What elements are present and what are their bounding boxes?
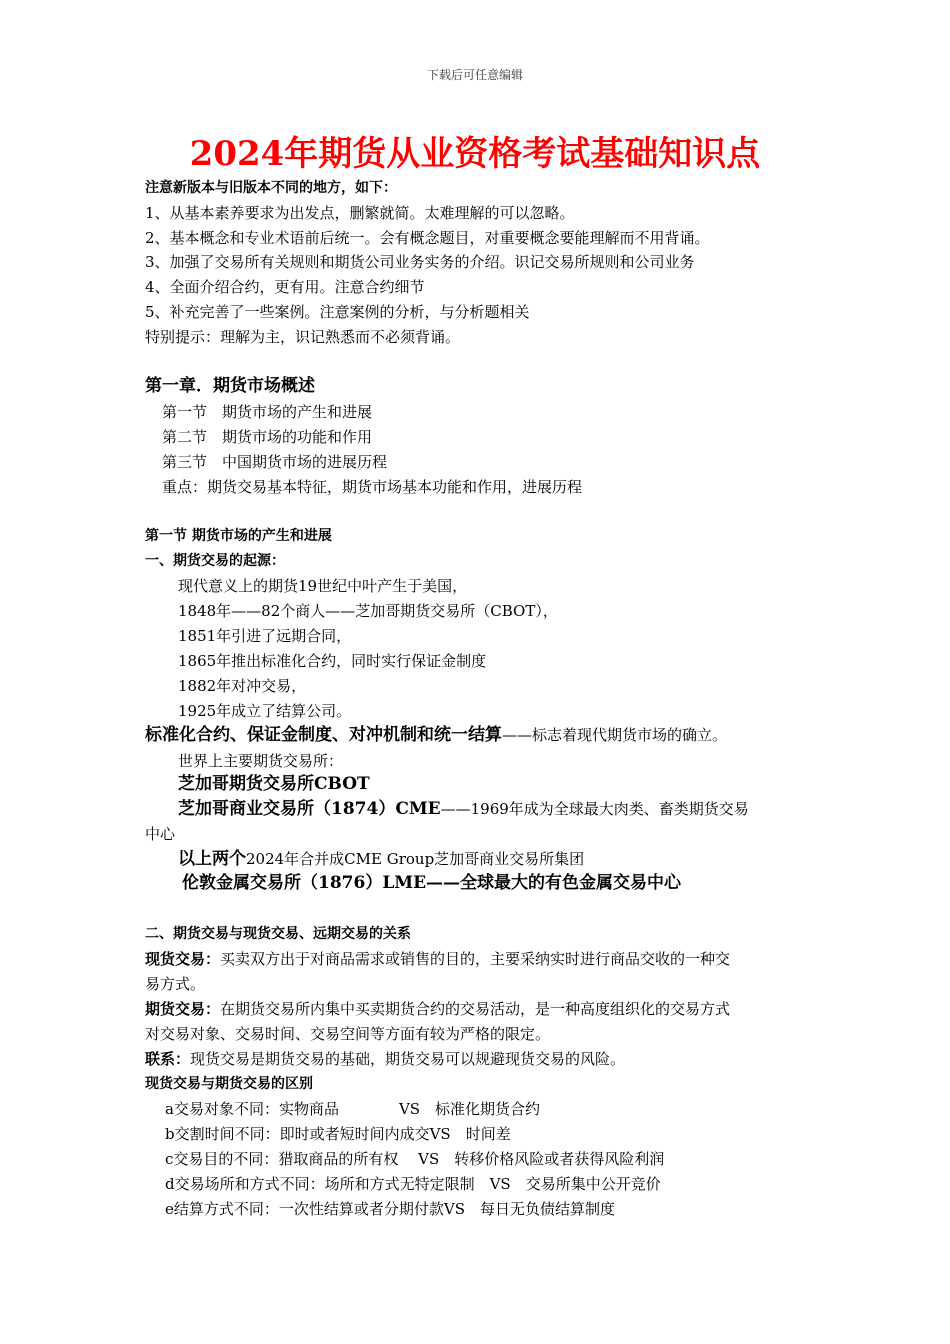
origin-item: 1851年引进了远期合同，	[178, 627, 352, 645]
exchange-lme: 伦敦金属交易所（1876）LME——全球最大的有色金属交易中心	[182, 873, 682, 893]
origin-item: 现代意义上的期货19世纪中叶产生于美国，	[178, 577, 468, 595]
diff-item: e结算方式不同：一次性结算或者分期付款VS 每日无负债结算制度	[165, 1200, 615, 1218]
chapter-section: 第一节 期货市场的产生和进展	[162, 403, 373, 421]
intro-item: 4、全面介绍合约，更有用。注意合约细节	[145, 278, 425, 296]
document-title: 2024年期货从业资格考试基础知识点	[189, 134, 761, 174]
origin-item: 1882年对冲交易，	[178, 677, 307, 695]
milestone-bold: 标准化合约、保证金制度、对冲机制和统一结算	[145, 725, 502, 745]
merge-line	[178, 849, 584, 869]
futures-definition	[145, 999, 730, 1019]
intro-item: 5、补充完善了一些案例。注意案例的分析，与分析题相关	[145, 303, 530, 321]
spot-definition	[145, 949, 730, 969]
exchange-cbot: 芝加哥期货交易所CBOT	[178, 774, 370, 794]
section-title: 第一节 期货市场的产生和进展	[145, 528, 332, 544]
exchanges-intro: 世界上主要期货交易所：	[178, 752, 344, 770]
chapter-section: 第二节 期货市场的功能和作用	[162, 428, 373, 446]
spot-label: 现货交易：	[145, 950, 221, 968]
intro-item: 1、从基本素养要求为出发点，删繁就简。太难理解的可以忽略。	[145, 204, 575, 222]
spot-wrap: 易方式。	[145, 975, 206, 993]
link-definition	[145, 1049, 625, 1069]
cme-rest: ——1969年成为全球最大肉类、畜类期货交易	[440, 800, 749, 818]
chapter-title: 第一章．期货市场概述	[145, 376, 315, 396]
diff-item: a交易对象不同：实物商品 VS 标准化期货合约	[165, 1100, 541, 1118]
link-text: 现货交易是期货交易的基础，期货交易可以规避现货交易的风险。	[190, 1050, 626, 1068]
origin-heading: 一、期货交易的起源：	[145, 553, 285, 569]
diff-heading: 现货交易与期货交易的区别	[145, 1076, 313, 1092]
cme-bold: 芝加哥商业交易所（1874）CME	[178, 799, 441, 819]
cme-wrap: 中心	[145, 825, 176, 843]
merge-rest: 2024年合并成CME Group芝加哥商业交易所集团	[246, 850, 585, 868]
exchange-cme	[178, 799, 749, 819]
section2-heading: 二、期货交易与现货交易、远期交易的关系	[145, 926, 411, 942]
futures-label: 期货交易：	[145, 1000, 221, 1018]
milestone-rest: ——标志着现代期货市场的确立。	[502, 726, 728, 744]
diff-item: d交易场所和方式不同：场所和方式无特定限制 VS 交易所集中公开竞价	[165, 1175, 661, 1193]
origin-item: 1925年成立了结算公司。	[178, 702, 352, 720]
futures-wrap: 对交易对象、交易时间、交易空间等方面有较为严格的限定。	[145, 1025, 551, 1043]
intro-tip: 特别提示：理解为主，识记熟悉而不必须背诵。	[145, 328, 461, 346]
intro-item: 3、加强了交易所有关规则和期货公司业务实务的介绍。识记交易所规则和公司业务	[145, 253, 695, 271]
origin-item: 1865年推出标准化合约，同时实行保证金制度	[178, 652, 487, 670]
merge-bold: 以上两个	[178, 849, 246, 869]
futures-text: 在期货交易所内集中买卖期货合约的交易活动，是一种高度组织化的交易方式	[220, 1000, 731, 1018]
chapter-section: 第三节 中国期货市场的进展历程	[162, 453, 388, 471]
diff-item: b交割时间不同：即时或者短时间内成交VS 时间差	[165, 1125, 511, 1143]
origin-item: 1848年——82个商人——芝加哥期货交易所（CBOT），	[178, 602, 558, 620]
chapter-key-points: 重点：期货交易基本特征，期货市场基本功能和作用，进展历程	[162, 478, 583, 496]
link-label: 联系：	[145, 1050, 191, 1068]
page-header: 下载后可任意编辑	[426, 68, 523, 82]
spot-text: 买卖双方出于对商品需求或销售的目的，主要采纳实时进行商品交收的一种交	[220, 950, 731, 968]
milestone-line	[145, 725, 727, 745]
diff-item: c交易目的不同：猎取商品的所有权 VS 转移价格风险或者获得风险利润	[165, 1150, 665, 1168]
intro-heading: 注意新版本与旧版本不同的地方，如下：	[145, 180, 397, 196]
intro-item: 2、基本概念和专业术语前后统一。会有概念题目，对重要概念要能理解而不用背诵。	[145, 229, 710, 247]
